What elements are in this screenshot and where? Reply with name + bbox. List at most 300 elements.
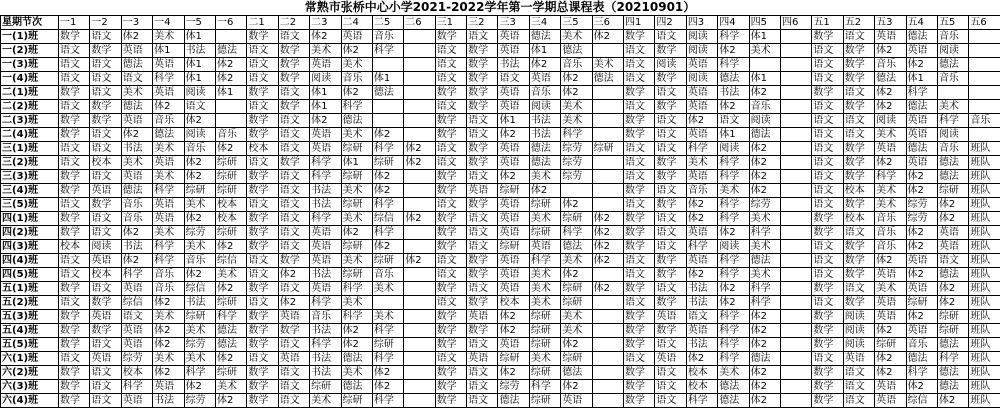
subject-cell: 科学 — [341, 100, 372, 114]
subject-cell: 语文 — [435, 268, 466, 282]
subject-cell: 综研 — [498, 184, 529, 198]
subject-cell: 数学 — [812, 394, 843, 408]
subject-cell: 英语 — [686, 226, 717, 240]
subject-cell: 德法 — [749, 128, 780, 142]
subject-cell: 美术 — [875, 198, 906, 212]
subject-cell: 语文 — [624, 198, 655, 212]
subject-cell: 数学 — [655, 324, 686, 338]
subject-cell: 体2 — [875, 366, 906, 380]
subject-cell: 数学 — [812, 86, 843, 100]
subject-cell: 音乐 — [341, 72, 372, 86]
subject-cell: 班队 — [969, 156, 1000, 170]
subject-cell: 英语 — [153, 156, 184, 170]
subject-cell: 体2 — [749, 170, 780, 184]
subject-cell: 综研 — [498, 240, 529, 254]
subject-cell: 书法 — [310, 366, 341, 380]
class-label: 三(5)班 — [1, 198, 59, 212]
subject-cell: 班队 — [969, 296, 1000, 310]
subject-cell: 德法 — [121, 58, 152, 72]
class-label: 六(2)班 — [1, 366, 59, 380]
subject-cell: 综研 — [592, 142, 623, 156]
subject-cell: 英语 — [278, 310, 309, 324]
subject-cell — [969, 86, 1000, 100]
period-header: 三5 — [561, 16, 592, 30]
subject-cell: 科学 — [310, 156, 341, 170]
subject-cell — [404, 58, 435, 72]
subject-cell: 校本 — [121, 366, 152, 380]
subject-cell — [404, 310, 435, 324]
subject-cell: 语文 — [59, 72, 90, 86]
subject-cell: 体1 — [215, 86, 246, 100]
period-header: 一1 — [59, 16, 90, 30]
subject-cell: 数学 — [90, 296, 121, 310]
subject-cell: 体2 — [404, 156, 435, 170]
subject-cell: 数学 — [435, 30, 466, 44]
subject-cell: 英语 — [310, 282, 341, 296]
period-header: 二1 — [247, 16, 278, 30]
subject-cell: 体2 — [498, 170, 529, 184]
class-label: 四(1)班 — [1, 212, 59, 226]
subject-cell: 语文 — [247, 72, 278, 86]
subject-cell: 语文 — [90, 128, 121, 142]
subject-cell: 体2 — [153, 338, 184, 352]
subject-cell: 语文 — [435, 198, 466, 212]
subject-cell: 语文 — [247, 44, 278, 58]
subject-cell: 数学 — [624, 128, 655, 142]
subject-cell: 数学 — [812, 324, 843, 338]
subject-cell: 数学 — [59, 30, 90, 44]
subject-cell: 语文 — [435, 254, 466, 268]
subject-cell: 语文 — [812, 240, 843, 254]
subject-cell: 语文 — [121, 310, 152, 324]
subject-cell: 语文 — [467, 226, 498, 240]
subject-cell: 班队 — [969, 394, 1000, 408]
subject-cell: 体2 — [686, 198, 717, 212]
subject-cell: 语文 — [624, 72, 655, 86]
subject-cell: 美术 — [529, 268, 560, 282]
subject-cell: 数学 — [90, 100, 121, 114]
subject-cell: 语文 — [655, 184, 686, 198]
subject-cell: 语文 — [812, 100, 843, 114]
subject-cell: 语文 — [624, 296, 655, 310]
subject-cell: 科学 — [310, 338, 341, 352]
subject-cell — [592, 170, 623, 184]
subject-cell: 数学 — [624, 212, 655, 226]
subject-cell: 科学 — [718, 212, 749, 226]
subject-cell: 体2 — [561, 268, 592, 282]
subject-cell: 体1 — [310, 100, 341, 114]
subject-cell: 英语 — [498, 268, 529, 282]
subject-cell: 英语 — [498, 156, 529, 170]
period-header: 五1 — [812, 16, 843, 30]
subject-cell: 语文 — [812, 58, 843, 72]
subject-cell — [780, 58, 811, 72]
period-header: 三4 — [529, 16, 560, 30]
subject-cell: 体2 — [749, 394, 780, 408]
subject-cell: 科学 — [372, 44, 403, 58]
subject-cell: 数学 — [655, 156, 686, 170]
subject-cell: 语文 — [812, 198, 843, 212]
subject-cell: 数学 — [812, 212, 843, 226]
subject-cell: 英语 — [498, 254, 529, 268]
subject-cell: 体2 — [906, 310, 937, 324]
subject-cell: 数学 — [247, 128, 278, 142]
subject-cell: 美术 — [184, 324, 215, 338]
subject-cell: 科学 — [372, 394, 403, 408]
subject-cell: 书法 — [310, 268, 341, 282]
subject-cell: 音乐 — [937, 72, 968, 86]
subject-cell: 体2 — [906, 268, 937, 282]
subject-cell: 语文 — [655, 380, 686, 394]
subject-cell: 英语 — [498, 282, 529, 296]
subject-cell — [404, 226, 435, 240]
subject-cell: 音乐 — [215, 128, 246, 142]
subject-cell: 英语 — [121, 44, 152, 58]
subject-cell: 体2 — [937, 394, 968, 408]
subject-cell: 美术 — [341, 254, 372, 268]
subject-cell: 体1 — [184, 58, 215, 72]
subject-cell: 德法 — [341, 380, 372, 394]
subject-cell — [969, 72, 1000, 86]
subject-cell: 语文 — [59, 44, 90, 58]
class-row — [1, 142, 1000, 156]
subject-cell: 体2 — [686, 114, 717, 128]
subject-cell: 科学 — [153, 254, 184, 268]
subject-cell: 体2 — [561, 86, 592, 100]
subject-cell: 综信 — [215, 254, 246, 268]
subject-cell — [404, 352, 435, 366]
subject-cell: 综研 — [561, 212, 592, 226]
subject-cell: 阅读 — [686, 44, 717, 58]
subject-cell: 音乐 — [875, 212, 906, 226]
subject-cell: 体2 — [937, 212, 968, 226]
subject-cell: 科学 — [153, 72, 184, 86]
subject-cell: 语文 — [812, 156, 843, 170]
subject-cell: 音乐 — [937, 30, 968, 44]
subject-cell: 综研 — [341, 170, 372, 184]
subject-cell — [592, 296, 623, 310]
subject-cell: 数学 — [843, 268, 874, 282]
subject-cell: 体2 — [906, 58, 937, 72]
subject-cell: 数学 — [624, 114, 655, 128]
subject-cell: 英语 — [686, 100, 717, 114]
subject-cell: 语文 — [59, 254, 90, 268]
period-header: 二5 — [372, 16, 403, 30]
subject-cell: 数学 — [843, 198, 874, 212]
subject-cell: 科学 — [718, 58, 749, 72]
subject-cell: 德法 — [153, 128, 184, 142]
subject-cell: 英语 — [906, 282, 937, 296]
subject-cell: 语文 — [59, 352, 90, 366]
period-header: 二4 — [341, 16, 372, 30]
subject-cell: 语文 — [247, 352, 278, 366]
subject-cell: 体2 — [278, 268, 309, 282]
subject-cell — [592, 184, 623, 198]
subject-cell: 体2 — [937, 198, 968, 212]
subject-cell: 英语 — [686, 58, 717, 72]
subject-cell: 综研 — [529, 366, 560, 380]
subject-cell: 体2 — [718, 226, 749, 240]
subject-cell: 体2 — [906, 170, 937, 184]
subject-cell: 体1 — [529, 44, 560, 58]
subject-cell: 语文 — [655, 394, 686, 408]
subject-cell: 体2 — [184, 268, 215, 282]
subject-cell: 阅读 — [718, 142, 749, 156]
subject-cell — [592, 128, 623, 142]
subject-cell: 校本 — [90, 268, 121, 282]
subject-cell: 科学 — [372, 198, 403, 212]
subject-cell: 语文 — [812, 44, 843, 58]
subject-cell: 美术 — [561, 114, 592, 128]
subject-cell — [969, 128, 1000, 142]
subject-cell: 德法 — [215, 324, 246, 338]
subject-cell: 德法 — [215, 338, 246, 352]
subject-cell: 数学 — [278, 156, 309, 170]
subject-cell: 体2 — [592, 282, 623, 296]
class-label: 一(4)班 — [1, 72, 59, 86]
subject-cell: 体2 — [184, 380, 215, 394]
subject-cell: 美术 — [215, 268, 246, 282]
subject-cell: 数学 — [247, 324, 278, 338]
subject-cell: 数学 — [467, 100, 498, 114]
subject-cell: 英语 — [875, 394, 906, 408]
subject-cell: 数学 — [247, 170, 278, 184]
period-header: 一2 — [90, 16, 121, 30]
subject-cell: 体2 — [372, 128, 403, 142]
subject-cell: 语文 — [278, 240, 309, 254]
subject-cell: 数学 — [624, 338, 655, 352]
class-row — [1, 240, 1000, 254]
subject-cell: 体2 — [121, 128, 152, 142]
subject-cell: 科学 — [372, 324, 403, 338]
class-label: 三(2)班 — [1, 156, 59, 170]
subject-cell: 语文 — [278, 184, 309, 198]
subject-cell: 数学 — [90, 44, 121, 58]
class-label: 一(2)班 — [1, 44, 59, 58]
subject-cell: 体2 — [215, 58, 246, 72]
period-header: 三3 — [498, 16, 529, 30]
subject-cell — [780, 212, 811, 226]
subject-cell: 综研 — [529, 226, 560, 240]
subject-cell: 科学 — [561, 226, 592, 240]
subject-cell: 美术 — [937, 100, 968, 114]
subject-cell: 校本 — [215, 212, 246, 226]
subject-cell: 班队 — [969, 380, 1000, 394]
subject-cell: 综研 — [184, 310, 215, 324]
subject-cell: 体2 — [372, 184, 403, 198]
subject-cell: 综研 — [215, 184, 246, 198]
subject-cell: 语文 — [655, 226, 686, 240]
subject-cell: 科学 — [372, 352, 403, 366]
subject-cell: 语文 — [655, 30, 686, 44]
subject-cell: 体2 — [937, 296, 968, 310]
subject-cell: 语文 — [59, 100, 90, 114]
subject-cell: 数学 — [247, 212, 278, 226]
subject-cell: 数学 — [624, 394, 655, 408]
subject-cell: 书法 — [184, 296, 215, 310]
subject-cell: 美术 — [215, 380, 246, 394]
subject-cell: 美术 — [529, 170, 560, 184]
subject-cell: 语文 — [278, 128, 309, 142]
class-label: 二(2)班 — [1, 100, 59, 114]
period-header: 四4 — [718, 16, 749, 30]
subject-cell: 科学 — [718, 338, 749, 352]
subject-cell: 综研 — [937, 184, 968, 198]
subject-cell — [215, 30, 246, 44]
class-row — [1, 86, 1000, 100]
subject-cell: 音乐 — [529, 86, 560, 100]
subject-cell: 数学 — [278, 72, 309, 86]
subject-cell: 语文 — [278, 394, 309, 408]
subject-cell: 数学 — [812, 226, 843, 240]
subject-cell — [592, 268, 623, 282]
subject-cell: 班队 — [969, 240, 1000, 254]
subject-cell: 书法 — [121, 142, 152, 156]
subject-cell — [404, 268, 435, 282]
subject-cell: 体1 — [341, 156, 372, 170]
subject-cell: 德法 — [937, 58, 968, 72]
subject-cell: 班队 — [969, 254, 1000, 268]
class-row — [1, 72, 1000, 86]
class-row — [1, 114, 1000, 128]
subject-cell: 体2 — [749, 142, 780, 156]
subject-cell: 语文 — [812, 254, 843, 268]
subject-cell: 英语 — [90, 254, 121, 268]
subject-cell: 体2 — [686, 268, 717, 282]
period-header: 一5 — [184, 16, 215, 30]
subject-cell: 体2 — [184, 170, 215, 184]
subject-cell: 语文 — [90, 394, 121, 408]
subject-cell: 语文 — [812, 268, 843, 282]
subject-cell: 综研 — [341, 268, 372, 282]
subject-cell: 美术 — [153, 170, 184, 184]
subject-cell: 英语 — [310, 226, 341, 240]
subject-cell: 数学 — [843, 254, 874, 268]
subject-cell: 体2 — [718, 282, 749, 296]
subject-cell: 语文 — [467, 240, 498, 254]
subject-cell: 语文 — [59, 58, 90, 72]
subject-cell: 语文 — [278, 86, 309, 100]
subject-cell: 体2 — [718, 100, 749, 114]
subject-cell: 美术 — [310, 44, 341, 58]
subject-cell: 音乐 — [121, 212, 152, 226]
subject-cell: 综劳 — [121, 352, 152, 366]
subject-cell — [780, 394, 811, 408]
subject-cell: 体1 — [184, 30, 215, 44]
subject-cell — [780, 352, 811, 366]
subject-cell: 音乐 — [372, 268, 403, 282]
subject-cell: 科学 — [153, 240, 184, 254]
subject-cell: 书法 — [310, 352, 341, 366]
subject-cell: 校本 — [498, 296, 529, 310]
subject-cell: 数学 — [278, 254, 309, 268]
subject-cell — [372, 296, 403, 310]
subject-cell: 音乐 — [749, 100, 780, 114]
subject-cell — [592, 338, 623, 352]
subject-cell: 英语 — [843, 352, 874, 366]
subject-cell: 语文 — [90, 170, 121, 184]
subject-cell: 数学 — [843, 44, 874, 58]
subject-cell: 英语 — [875, 268, 906, 282]
subject-cell: 数学 — [59, 226, 90, 240]
class-row — [1, 156, 1000, 170]
class-label: 五(3)班 — [1, 310, 59, 324]
subject-cell: 体2 — [184, 212, 215, 226]
subject-cell: 体2 — [749, 310, 780, 324]
period-header: 五2 — [843, 16, 874, 30]
subject-cell: 英语 — [498, 226, 529, 240]
subject-cell: 语文 — [467, 212, 498, 226]
subject-cell: 英语 — [90, 310, 121, 324]
subject-cell — [215, 100, 246, 114]
subject-cell: 体2 — [875, 44, 906, 58]
subject-cell — [780, 142, 811, 156]
subject-cell: 德法 — [906, 142, 937, 156]
subject-cell: 科学 — [121, 268, 152, 282]
subject-cell: 语文 — [278, 380, 309, 394]
subject-cell: 语文 — [278, 282, 309, 296]
subject-cell: 数学 — [59, 114, 90, 128]
subject-cell: 数学 — [655, 198, 686, 212]
subject-cell: 英语 — [90, 352, 121, 366]
subject-cell: 数学 — [843, 170, 874, 184]
subject-cell: 体2 — [592, 240, 623, 254]
subject-cell: 数学 — [59, 338, 90, 352]
subject-cell: 语文 — [90, 212, 121, 226]
subject-cell: 德法 — [529, 30, 560, 44]
subject-cell: 英语 — [153, 380, 184, 394]
subject-cell: 科学 — [310, 296, 341, 310]
subject-cell — [780, 254, 811, 268]
subject-cell: 班队 — [969, 142, 1000, 156]
subject-cell: 语文 — [278, 198, 309, 212]
subject-cell: 班队 — [969, 184, 1000, 198]
class-label: 六(3)班 — [1, 380, 59, 394]
subject-cell: 德法 — [121, 184, 152, 198]
subject-cell: 美术 — [341, 128, 372, 142]
subject-cell — [404, 324, 435, 338]
subject-cell — [780, 380, 811, 394]
subject-cell — [780, 324, 811, 338]
subject-cell: 数学 — [59, 282, 90, 296]
subject-cell — [780, 114, 811, 128]
subject-cell: 班队 — [969, 212, 1000, 226]
subject-cell: 语文 — [278, 366, 309, 380]
subject-cell: 体2 — [561, 338, 592, 352]
subject-cell: 语文 — [843, 282, 874, 296]
subject-cell: 数学 — [655, 170, 686, 184]
subject-cell: 语文 — [624, 142, 655, 156]
subject-cell: 美术 — [561, 310, 592, 324]
subject-cell: 校本 — [215, 198, 246, 212]
subject-cell: 科学 — [749, 282, 780, 296]
subject-cell: 数学 — [278, 324, 309, 338]
subject-cell: 校本 — [59, 240, 90, 254]
subject-cell: 语文 — [843, 226, 874, 240]
class-label: 四(2)班 — [1, 226, 59, 240]
subject-cell: 阅读 — [184, 86, 215, 100]
subject-cell: 英语 — [467, 184, 498, 198]
subject-cell: 美术 — [875, 184, 906, 198]
subject-cell: 语文 — [90, 72, 121, 86]
subject-cell: 书法 — [184, 44, 215, 58]
document-title: 常熟市张桥中心小学2021-2022学年第一学期总课程表（20210901） — [304, 0, 696, 14]
subject-cell — [592, 44, 623, 58]
subject-cell: 数学 — [812, 30, 843, 44]
subject-cell — [780, 86, 811, 100]
subject-cell: 体2 — [718, 44, 749, 58]
class-row — [1, 380, 1000, 394]
